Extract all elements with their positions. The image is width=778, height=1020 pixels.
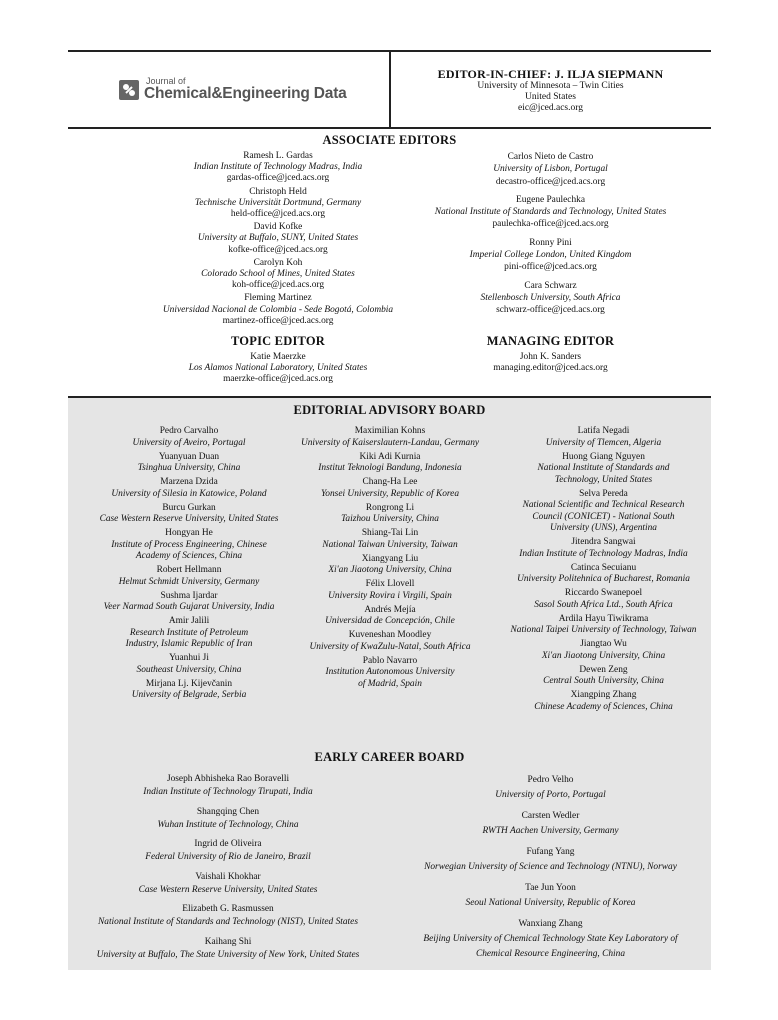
member-affiliation: Case Western Reserve University, United States: [99, 514, 279, 524]
member-affiliation: University of Belgrade, Serbia: [131, 690, 247, 700]
member-email: kofke-office@jced.acs.org: [228, 244, 328, 255]
board-entry: [390, 917, 711, 962]
member-name: Rongrong Li: [365, 502, 415, 513]
member-affiliation: Beijing University of Chemical Technology State Key Laboratory of Chemical Resource Engineering, China: [423, 934, 678, 959]
member-affiliation: Case Western Reserve University, United States: [138, 884, 318, 895]
member-affiliation: National Institute of Standards and Technology, United States: [434, 207, 667, 218]
member-name: Christoph Held: [249, 186, 307, 197]
board-entry: [284, 528, 496, 551]
board-entry: [496, 690, 711, 713]
eic-line2: United States: [525, 92, 576, 102]
early-career-left: [68, 773, 388, 968]
member-affiliation: University of KwaZulu-Natal, South Africa: [309, 641, 471, 652]
early-career-board-title: EARLY CAREER BOARD: [314, 750, 465, 764]
member-affiliation: University of Tlemcen, Algeria: [545, 437, 662, 448]
early-career-right: [390, 773, 711, 968]
member-name: Shiang-Tai Lin: [361, 528, 419, 538]
member-name: Xiangping Zhang: [570, 690, 637, 700]
member-affiliation: University at Buffalo, The State University of New York, United States: [96, 949, 360, 960]
member-email: decastro-office@jced.acs.org: [495, 176, 606, 187]
board-entry: [68, 565, 310, 588]
member-affiliation: Xi'an Jiaotong University, China: [541, 650, 666, 661]
board-entry: [68, 452, 310, 475]
board-entry: [284, 426, 496, 449]
board-entry: [68, 679, 310, 702]
member-affiliation: Colorado School of Mines, United States: [201, 269, 355, 280]
member-name: Riccardo Swanepoel: [564, 588, 643, 598]
member-name: Selva Pereda: [579, 488, 628, 499]
member-affiliation: National Institute of Standards and Technology (NIST), United States: [98, 917, 358, 927]
member-name: David Kofke: [253, 222, 303, 233]
member-affiliation: University at Buffalo, SUNY, United States: [197, 233, 359, 244]
member-affiliation: National Taipei University of Technology, Taiwan: [510, 625, 697, 635]
topic-editor-title: TOPIC EDITOR: [231, 334, 325, 348]
member-name: Maximilian Kohns: [354, 426, 426, 436]
board-entry: [68, 773, 388, 799]
member-affiliation: Indian Institute of Technology Madras, India: [519, 548, 688, 559]
member-email: held-office@jced.acs.org: [230, 209, 326, 220]
member-name: Kuveneshan Moodley: [348, 630, 432, 640]
member-name: Xiangyang Liu: [361, 553, 419, 564]
member-name: Amir Jalili: [168, 616, 210, 626]
board-entry: [68, 591, 310, 614]
member-name: Dewen Zeng: [579, 664, 628, 675]
member-affiliation: Seoul National University, Republic of Korea: [465, 898, 636, 908]
member-affiliation: Indian Institute of Technology Tirupati, India: [143, 787, 313, 797]
board-entry: [496, 537, 711, 560]
member-name: Fufang Yang: [526, 847, 575, 857]
member-affiliation: Research Institute of Petroleum Industry, Islamic Republic of Iran: [125, 627, 253, 649]
member-name: Ronny Pini: [529, 237, 572, 248]
member-name: Yuanyuan Duan: [158, 451, 220, 462]
managing-editor: [390, 352, 711, 374]
board-entry: [68, 806, 388, 832]
member-name: Ardila Hayu Tiwikrama: [558, 613, 649, 624]
member-name: Shangqing Chen: [196, 806, 260, 817]
journal-logo: [118, 77, 347, 102]
member-name: Jiangtao Wu: [580, 639, 627, 649]
managing-editor-title: MANAGING EDITOR: [486, 334, 615, 348]
member-affiliation: University of Porto, Portugal: [495, 790, 606, 800]
member-name: Kaihang Shi: [204, 936, 252, 947]
member-name: Eugene Paulechka: [516, 194, 585, 205]
member-affiliation: Institut Teknologi Bandung, Indonesia: [318, 463, 462, 473]
member-name: Hongyan He: [165, 528, 213, 538]
member-name: Mirjana Lj. Kijevčanin: [145, 678, 233, 689]
managing-editor-email: managing.editor@jced.acs.org: [493, 363, 608, 373]
board-entry: [496, 489, 711, 535]
board-entry: [284, 554, 496, 577]
member-affiliation: Chinese Academy of Sciences, China: [534, 701, 673, 712]
member-name: Yuanhui Ji: [169, 653, 209, 663]
member-affiliation: Tsinghua University, China: [137, 463, 241, 473]
board-entry: [496, 563, 711, 586]
member-affiliation: University of Aveiro, Portugal: [132, 437, 246, 448]
member-name: Wanxiang Zhang: [518, 919, 583, 929]
logo-mark-icon: [118, 79, 140, 101]
member-name: Kiki Adi Kurnia: [359, 451, 421, 462]
member-name: Elizabeth G. Rasmussen: [182, 904, 274, 914]
member-affiliation: Institute of Process Engineering, Chinese Academy of Sciences, China: [111, 539, 267, 561]
board-entry: [68, 616, 310, 651]
board-entry: [284, 503, 496, 526]
board-entry: [68, 426, 310, 449]
member-email: koh-office@jced.acs.org: [231, 280, 325, 291]
member-name: Carolyn Koh: [253, 257, 303, 268]
member-name: Cara Schwarz: [524, 280, 577, 291]
member-email: gardas-office@jced.acs.org: [226, 173, 330, 184]
member-affiliation: Imperial College London, United Kingdom: [469, 250, 632, 261]
associate-editors-title: ASSOCIATE EDITORS: [322, 133, 457, 147]
topic-editor-affiliation: Los Alamos National Laboratory, United States: [188, 363, 368, 373]
member-affiliation: Federal University of Rio de Janeiro, Brazil: [145, 852, 311, 862]
member-affiliation: Sasol South Africa Ltd., South Africa: [534, 599, 673, 610]
member-affiliation: Helmut Schmidt University, Germany: [118, 576, 260, 587]
member-name: Marzena Dzida: [160, 477, 218, 487]
member-affiliation: University Rovira i Virgili, Spain: [328, 590, 452, 601]
member-name: Latifa Negadi: [577, 426, 630, 436]
managing-editor-name: John K. Sanders: [519, 352, 582, 362]
advisory-board-col2: [284, 426, 496, 693]
member-name: Pablo Navarro: [362, 655, 418, 666]
board-entry: [68, 528, 310, 563]
member-affiliation: Central South University, China: [543, 676, 664, 686]
board-entry: [68, 838, 388, 864]
member-affiliation: University Politehnica of Bucharest, Romania: [517, 574, 690, 584]
member-affiliation: Yonsei University, Republic of Korea: [320, 488, 460, 499]
member-email: martinez-office@jced.acs.org: [222, 315, 334, 326]
eic-title: EDITOR-IN-CHIEF: J. ILJA SIEPMANN: [437, 67, 664, 81]
editor-in-chief: [390, 67, 711, 114]
member-affiliation: Wuhan Institute of Technology, China: [157, 819, 299, 830]
board-entry: [496, 588, 711, 611]
member-email: paulechka-office@jced.acs.org: [492, 219, 609, 230]
advisory-board-title: EDITORIAL ADVISORY BOARD: [293, 403, 486, 417]
member-email: schwarz-office@jced.acs.org: [496, 305, 605, 316]
board-entry: [390, 280, 711, 317]
member-affiliation: University of Kaiserslautern-Landau, Germany: [300, 437, 480, 448]
member-affiliation: Taizhou University, China: [341, 514, 439, 524]
topic-editor-name: Katie Maerzke: [250, 352, 306, 362]
board-entry: [390, 809, 711, 839]
member-name: Burcu Gurkan: [162, 502, 216, 513]
board-entry: [68, 477, 310, 500]
board-entry: [284, 656, 496, 691]
member-name: Carsten Wedler: [521, 811, 580, 821]
member-name: Robert Hellmann: [156, 565, 222, 575]
member-name: Carlos Nieto de Castro: [507, 152, 594, 162]
advisory-board-col3: [496, 426, 711, 716]
member-name: Félix Llovell: [365, 579, 415, 589]
member-name: Vaishali Khokhar: [195, 871, 261, 882]
board-entry: [390, 237, 711, 274]
member-affiliation: Southeast University, China: [136, 664, 242, 675]
board-entry: [390, 194, 711, 231]
member-name: Jitendra Sangwai: [571, 537, 636, 547]
member-name: Huong Giang Nguyen: [562, 451, 645, 462]
member-affiliation: Indian Institute of Technology Madras, India: [193, 162, 363, 173]
member-affiliation: Xi'an Jiaotong University, China: [328, 565, 452, 575]
member-name: Joseph Abhisheka Rao Boravelli: [166, 774, 290, 784]
board-entry: [284, 605, 496, 628]
advisory-board-col1: [68, 426, 310, 704]
board-entry: [390, 773, 711, 803]
member-name: Fleming Martinez: [244, 293, 312, 304]
section-separator: [68, 396, 711, 398]
board-entry: [68, 936, 388, 962]
member-email: pini-office@jced.acs.org: [504, 262, 597, 273]
board-entry: [390, 151, 711, 188]
member-name: Sushma Ijardar: [160, 590, 218, 601]
logo-small-text: Journal of: [146, 76, 186, 86]
member-affiliation: RWTH Aachen University, Germany: [482, 826, 619, 836]
board-entry: [284, 630, 496, 653]
eic-email: eic@jced.acs.org: [517, 103, 583, 113]
board-entry: [496, 665, 711, 688]
member-name: Catinca Secuianu: [570, 562, 637, 573]
member-affiliation: National Taiwan University, Taiwan: [322, 539, 458, 550]
board-entry: [68, 871, 388, 897]
board-entry: [496, 639, 711, 662]
member-name: Chang-Ha Lee: [362, 477, 418, 487]
board-entry: [68, 653, 310, 676]
member-name: Ramesh L. Gardas: [243, 151, 313, 161]
board-entry: [284, 579, 496, 602]
associate-editors-right: [390, 151, 711, 323]
member-name: Andrés Mejía: [364, 604, 416, 615]
board-entry: [496, 452, 711, 487]
board-entry: [390, 845, 711, 875]
member-affiliation: Norwegian University of Science and Technology (NTNU), Norway: [424, 862, 677, 872]
board-entry: [390, 881, 711, 911]
board-entry: [496, 426, 711, 449]
board-entry: [496, 614, 711, 637]
member-affiliation: University of Lisbon, Portugal: [493, 164, 608, 175]
member-affiliation: Technische Universität Dortmund, Germany: [194, 197, 362, 208]
member-affiliation: Institution Autonomous University of Madrid, Spain: [325, 667, 455, 689]
member-affiliation: Universidad de Concepción, Chile: [325, 616, 455, 626]
member-affiliation: Veer Narmad South Gujarat University, India: [103, 602, 275, 612]
member-affiliation: Universidad Nacional de Colombia - Sede Bogotá, Colombia: [162, 304, 394, 315]
member-name: Ingrid de Oliveira: [194, 839, 262, 849]
member-name: Pedro Carvalho: [159, 426, 219, 436]
board-entry: [284, 477, 496, 500]
member-affiliation: National Institute of Standards and Technology, United States: [537, 463, 670, 485]
member-affiliation: National Scientific and Technical Research Council (CONICET) - National South University (UNS), Argentina: [522, 500, 685, 533]
eic-line1: University of Minnesota – Twin Cities: [477, 81, 624, 91]
member-affiliation: Stellenbosch University, South Africa: [480, 292, 621, 303]
logo-title: Chemical&Engineering Data: [144, 85, 347, 102]
member-name: Tae Jun Yoon: [525, 883, 576, 893]
member-affiliation: University of Silesia in Katowice, Poland: [111, 488, 267, 499]
member-name: Pedro Velho: [527, 775, 574, 785]
board-entry: [68, 503, 310, 526]
board-entry: [284, 452, 496, 475]
topic-editor-email: maerzke-office@jced.acs.org: [223, 374, 333, 384]
board-entry: [68, 903, 388, 929]
